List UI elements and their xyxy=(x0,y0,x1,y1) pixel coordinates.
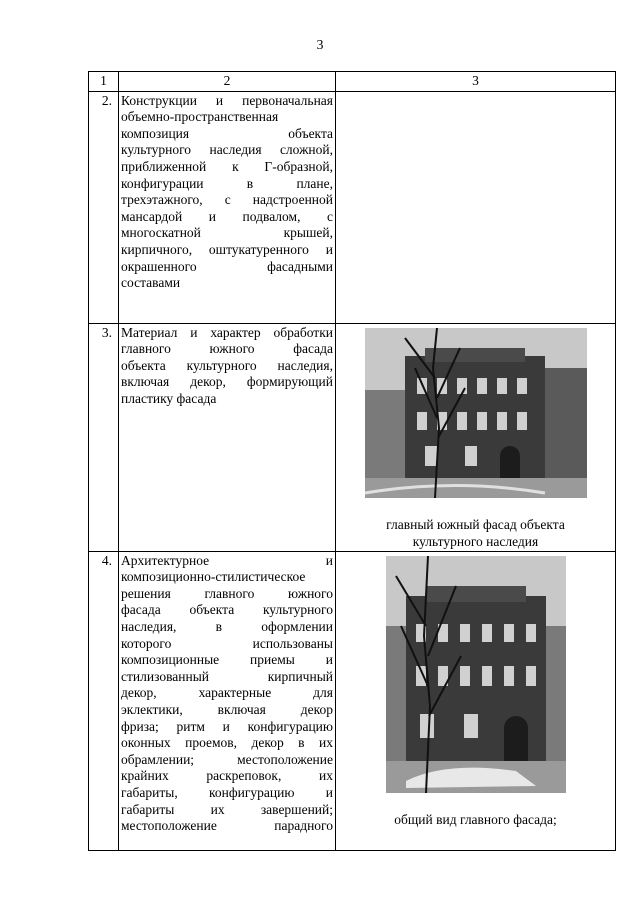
table-row xyxy=(89,323,616,551)
text-line: объекта культурного наследия, xyxy=(121,357,333,373)
caption-line: культурного наследия xyxy=(412,533,539,549)
row-description xyxy=(119,551,336,850)
text-line: решения главного южного xyxy=(121,585,333,601)
row-description xyxy=(119,323,336,551)
facade-photo-south xyxy=(365,328,587,498)
table-header-row xyxy=(89,72,616,92)
row-number: 3. xyxy=(89,323,119,551)
header-col-3: 3 xyxy=(336,72,616,92)
monument-table xyxy=(88,71,616,851)
text-line: композиция объекта xyxy=(121,125,333,141)
row-number: 2. xyxy=(89,91,119,323)
text-line: кирпичного, оштукатуренного и xyxy=(121,241,333,257)
text-line: местоположение парадного xyxy=(121,818,333,834)
text-line: объемно-пространственная xyxy=(121,109,279,125)
row-number: 4. xyxy=(89,551,119,850)
text-line: габариты, конфигурацию и xyxy=(121,784,333,800)
text-line: культурного наследия сложной, xyxy=(121,142,333,158)
text-line: стилизованный кирпичный xyxy=(121,668,333,684)
text-line: которого использованы xyxy=(121,635,333,651)
photo-caption xyxy=(338,516,613,550)
row-photo-cell xyxy=(336,323,616,551)
text-line: крайних раскреповок, их xyxy=(121,768,333,784)
text-line: оконных проемов, декор в их xyxy=(121,735,333,751)
text-line: многоскатной крышей, xyxy=(121,225,333,241)
text-line: композиционно-стилистическое xyxy=(121,569,306,585)
text-line: главного южного фасада xyxy=(121,341,333,357)
text-line: обрамлении; местоположение xyxy=(121,751,333,767)
text-line: габариты их завершений; xyxy=(121,801,333,817)
header-col-1: 1 xyxy=(89,72,119,92)
text-line: фасада объекта культурного xyxy=(121,602,333,618)
row-photo-cell xyxy=(336,91,616,323)
text-line: эклектики, включая декор xyxy=(121,701,333,717)
text-line: включая декор, формирующий xyxy=(121,374,333,390)
text-line: фриза; ритм и конфигурацию xyxy=(121,718,333,734)
header-col-2: 2 xyxy=(119,72,336,92)
row-photo-cell xyxy=(336,551,616,850)
text-line: составами xyxy=(121,275,181,291)
text-line: трехэтажного, с надстроенной xyxy=(121,192,333,208)
text-line: пластику фасада xyxy=(121,390,217,406)
facade-photo-general xyxy=(386,556,566,793)
text-line: Материал и характер обработки xyxy=(121,324,333,340)
text-line: конфигурации в плане, xyxy=(121,175,333,191)
text-line: декор, характерные для xyxy=(121,685,333,701)
table-row xyxy=(89,551,616,850)
text-line: композиционные приемы и xyxy=(121,652,333,668)
text-line: Конструкции и первоначальная xyxy=(121,92,333,108)
row-description xyxy=(119,91,336,323)
text-line: приближенной к Г-образной, xyxy=(121,158,333,174)
caption-line: главный южный фасад объекта xyxy=(386,516,565,532)
page-number: 3 xyxy=(316,38,324,53)
text-line: окрашенного фасадными xyxy=(121,258,333,274)
text-line: Архитектурное и xyxy=(121,552,333,568)
photo-caption: общий вид главного фасада; xyxy=(394,811,557,827)
text-line: наследия, в оформлении xyxy=(121,618,333,634)
text-line: мансардой и подвалом, с xyxy=(121,208,333,224)
table-row xyxy=(89,91,616,323)
